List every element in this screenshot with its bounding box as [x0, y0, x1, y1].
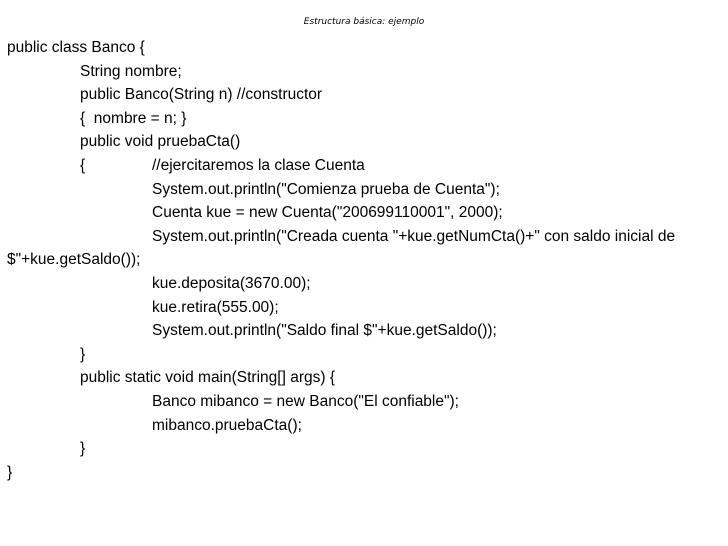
code-comment: //ejercitaremos la clase Cuenta: [152, 156, 365, 174]
code-line: kue.deposita(3670.00);: [152, 274, 311, 292]
code-line: public static void main(String[] args) {: [80, 369, 335, 387]
code-line: public class Banco {: [7, 39, 145, 56]
code-text: System.out.println("Creada cuenta "+kue.getNumCta()+" con saldo inicial de $"+kue.getSaldo());: [7, 227, 676, 269]
code-line: public void pruebaCta(): [80, 133, 241, 151]
code-line: Cuenta kue = new Cuenta("200699110001", 2000);: [152, 204, 503, 222]
code-brace: {: [80, 156, 86, 174]
code-line: System.out.println("Comienza prueba de Cuenta");: [152, 180, 500, 198]
code-line: System.out.println("Saldo final $"+kue.getSaldo());: [152, 322, 497, 340]
code-line: String nombre;: [80, 62, 182, 80]
code-line-wrapped: [7, 225, 719, 272]
slide-title: Estructura básica: ejemplo: [303, 17, 425, 27]
code-line: Banco mibanco = new Banco("El confiable");: [152, 392, 459, 410]
code-line: }: [7, 463, 13, 481]
code-line-with-comment: [7, 154, 719, 178]
code-line: }: [80, 440, 86, 458]
code-line: mibanco.pruebaCta();: [152, 416, 302, 434]
code-line: }: [80, 345, 86, 363]
code-line: { nombre = n; }: [80, 109, 187, 127]
code-block: [7, 36, 719, 484]
code-line: public Banco(String n) //constructor: [80, 86, 323, 104]
code-line: kue.retira(555.00);: [152, 298, 279, 316]
